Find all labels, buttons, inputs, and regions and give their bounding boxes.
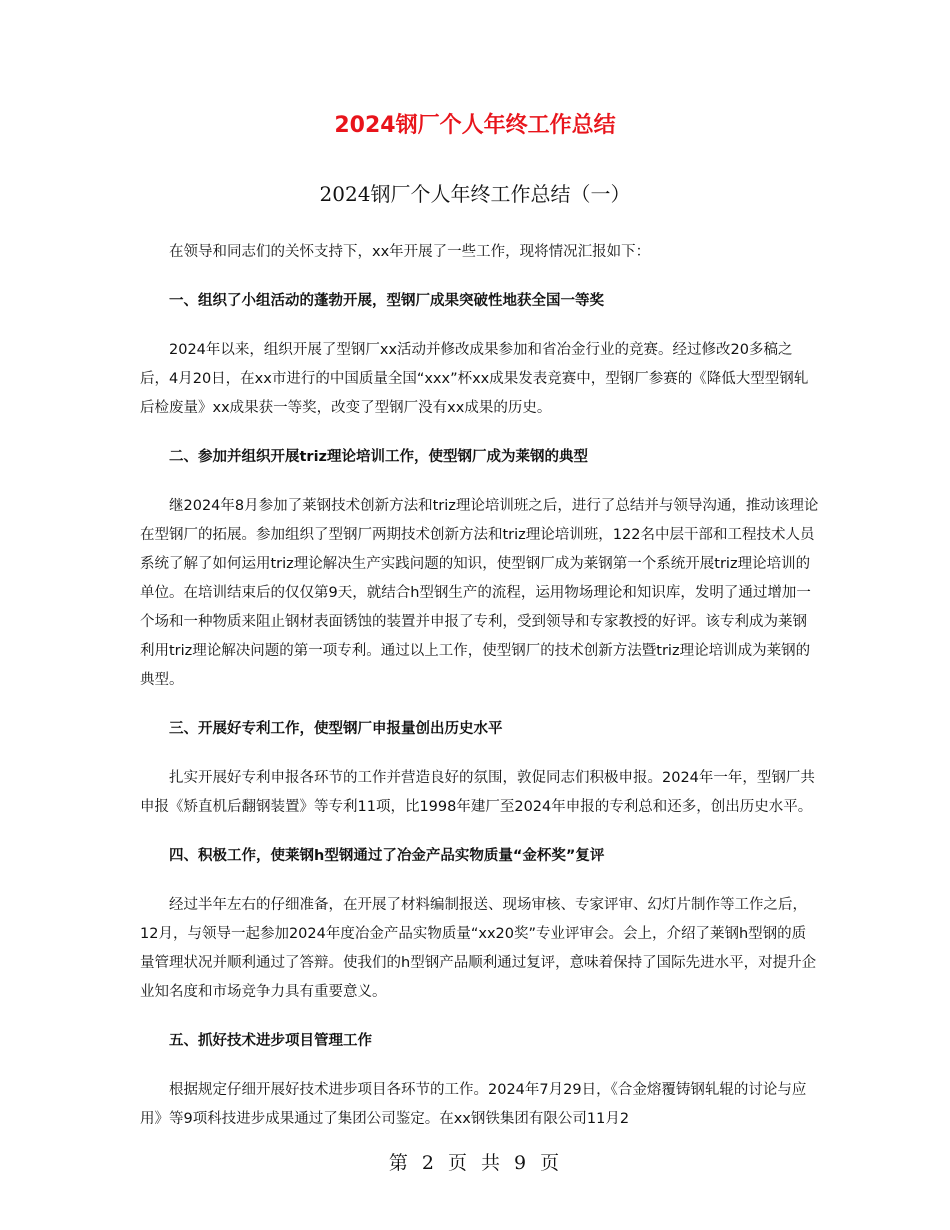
intro-paragraph: 在领导和同志们的关怀支持下，xx年开展了一些工作，现将情况汇报如下： [169,244,651,260]
section-heading-4: 四、积极工作，使莱钢h型钢通过了冶金产品实物质量“金杯奖”复评 [169,848,605,864]
document-title: 2024钢厂个人年终工作总结 [334,113,616,138]
section-heading-5: 五、抓好技术进步项目管理工作 [169,1033,372,1049]
document-subtitle: 2024钢厂个人年终工作总结（一） [319,182,631,206]
section-body-2: 继2024年8月参加了莱钢技术创新方法和triz理论培训班之后，进行了总结并与领导沟通，推动该理论在型钢厂的拓展。参加组织了型钢厂两期技术创新方法和triz理论培训班，122名中层干部和工程技术人员系统了解了如何运用triz理论解决生产实践问题的知识，使型钢厂成为莱钢第一个系统开展triz理论培训的单位。在培训结束后的仅仅第9天，就结合h型钢生产的流程，运用物场理论和知识库，发明了通过增加一个场和一种物质来阻止钢材表面锈蚀的装置并申报了专利，受到领导和专家教授的好评。该专利成为莱钢利用triz理论解决问题的第一项专利。通过以上工作，使型钢厂的技术创新方法暨triz理论培训成为莱钢的典型。 [140,498,819,688]
page-number-footer: 第 2 页 共 9 页 [388,1152,562,1174]
section-body-1: 2024年以来，组织开展了型钢厂xx活动并修改成果参加和省冶金行业的竞赛。经过修改20多稿之后，4月20日，在xx市进行的中国质量全国“xxx”杯xx成果发表竞赛中，型钢厂参赛的《降低大型型钢轧后检废量》xx成果获一等奖，改变了型钢厂没有xx成果的历史。 [140,342,809,416]
section-heading-3: 三、开展好专利工作，使型钢厂申报量创出历史水平 [169,721,503,737]
section-heading-2: 二、参加并组织开展triz理论培训工作，使型钢厂成为莱钢的典型 [169,449,588,465]
section-body-3: 扎实开展好专利申报各环节的工作并营造良好的氛围，敦促同志们积极申报。2024年一年，型钢厂共申报《矫直机后翻钢装置》等专利11项，比1998年建厂至2024年申报的专利总和还多，创出历史水平。 [140,770,815,815]
section-body-5: 根据规定仔细开展好技术进步项目各环节的工作。2024年7月29日，《合金熔覆铸钢轧辊的讨论与应用》等9项科技进步成果通过了集团公司鉴定。在xx钢铁集团有限公司11月2 [140,1082,807,1127]
section-heading-1: 一、组织了小组活动的蓬勃开展，型钢厂成果突破性地获全国一等奖 [169,293,604,309]
section-body-4: 经过半年左右的仔细准备，在开展了材料编制报送、现场审核、专家评审、幻灯片制作等工作之后，12月，与领导一起参加2024年度冶金产品实物质量“xx20奖”专业评审会。会上，介绍了莱钢h型钢的质量管理状况并顺利通过了答辩。使我们的h型钢产品顺利通过复评，意味着保持了国际先进水平，对提升企业知名度和市场竞争力具有重要意义。 [140,897,817,1000]
document-body [140,238,820,1154]
